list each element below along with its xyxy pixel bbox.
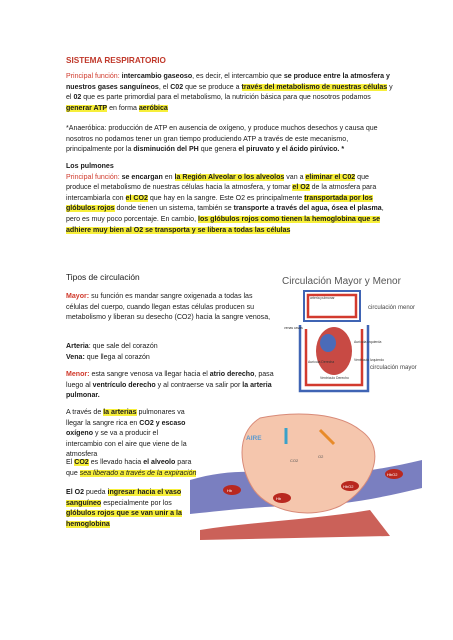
heading-pulmones: Los pulmones <box>66 163 114 170</box>
alveolus-diagram <box>190 410 422 540</box>
paragraph-o2-ingreso: El O2 pueda ingresar hacia el vaso sanguíneo especialmente por los glóbulos rojos que se van unir a la hemoglobina <box>66 489 182 528</box>
label-circulacion-menor: circulación menor <box>368 305 416 311</box>
paragraph-principal-funcion: Principal función: intercambio gaseoso, es decir, el intercambio que se produce entre la atmosfera y nuestros gases sanguíneos, el C02 que se produce a través del metabolismo de nuestras células y el 02 que es parte primordial para el metabolismo, la nutrición básica para que nosotros podamos generar ATP en forma aeróbica <box>66 73 393 112</box>
page-title: SISTEMA RESPIRATORIO <box>66 56 166 65</box>
heading-tipos-circulacion: Tipos de circulación <box>66 272 140 282</box>
label-o2-alveolo: O2 <box>318 454 324 459</box>
circulation-diagram <box>280 273 424 415</box>
label-ventriculo-izquierdo: Ventrículo Izquierdo <box>354 358 384 362</box>
label-hb-2: Hb <box>276 496 282 501</box>
label-circulacion-mayor: circulación mayor <box>370 365 417 371</box>
paragraph-arteria-vena: Arteria: que sale del corazón Vena: que llega al corazón <box>66 343 158 361</box>
label-hbo2-1: HbO2 <box>343 484 354 489</box>
paragraph-mayor: Mayor: su función es mandar sangre oxigenada a todas las células del cuerpo, cuando llegan estas células producen su metabolismo y liberan su desecho (CO2) hacia la sangre venosa, <box>66 293 271 322</box>
label-ventriculo-derecho: Ventrículo Derecho <box>320 376 349 380</box>
label-arteria-pulmonar: arteria pulmonar <box>310 296 335 300</box>
circulation-diagram-title: Circulación Mayor y Menor <box>282 276 401 287</box>
label-principal-funcion: Principal función: <box>66 73 120 80</box>
label-venas-cavas: venas cavas <box>284 326 303 330</box>
paragraph-menor: Menor: esta sangre venosa va llegar hacia el atrio derecho, pasa luego al ventrículo derecho y al contraerse va salir por la arteria pulmonar. <box>66 371 274 400</box>
paragraph-anaerobica: *Anaeróbica: producción de ATP en ausencia de oxígeno, y produce muchos desechos y causa que nosotros no podamos tener un gran tiempo produciendo ATP a través de este mecanismo, principalmente por la disminución del PH que genera el piruvato y el ácido pirúvico. * <box>66 125 378 154</box>
heart-right-side <box>320 334 336 352</box>
label-auricula-derecha: Aurícula Derecha <box>308 360 335 364</box>
paragraph-arterias-pulmonares: A través de la arterias pulmonares va llegar la sangre rica en CO2 y escaso oxígeno y se va a producir el intercambio con el aire que viene de la atmosfera <box>66 409 187 459</box>
label-co2-alveolo: CO2 <box>290 458 299 463</box>
paragraph-co2-alveolo: El CO2 es llevado hacia el alveolo para que sea liberado a través de la expiración <box>66 459 197 477</box>
blood-vessel-artery <box>200 510 390 540</box>
paragraph-pulmones: Los pulmones Principal función: se encargan en la Región Alveolar o los alveolos van a eliminar el C02 que produce el metabolismo de nuestras células hacia la atmosfera, y tomar el O2 de la atmosfera para intercambiarla con el CO2 que hay en la sangre. Este O2 es principalmente transportada por los glóbulos rojos donde tienen un sistema, también se transporte a través del agua, ósea el plasma, pero es muy poco porcentaje. En cambio, los glóbulos rojos como tienen la hemoglobina que se adhiere muy bien al O2 se transporta y se libera a todas las células <box>66 162 394 236</box>
label-aire: AIRE <box>246 435 262 442</box>
label-hbo2-2: HbO2 <box>387 472 398 477</box>
label-hb-1: Hb <box>227 488 233 493</box>
label-auricula-izquierda: Aurícula Izquierda <box>354 340 382 344</box>
heart-shape <box>316 327 352 375</box>
